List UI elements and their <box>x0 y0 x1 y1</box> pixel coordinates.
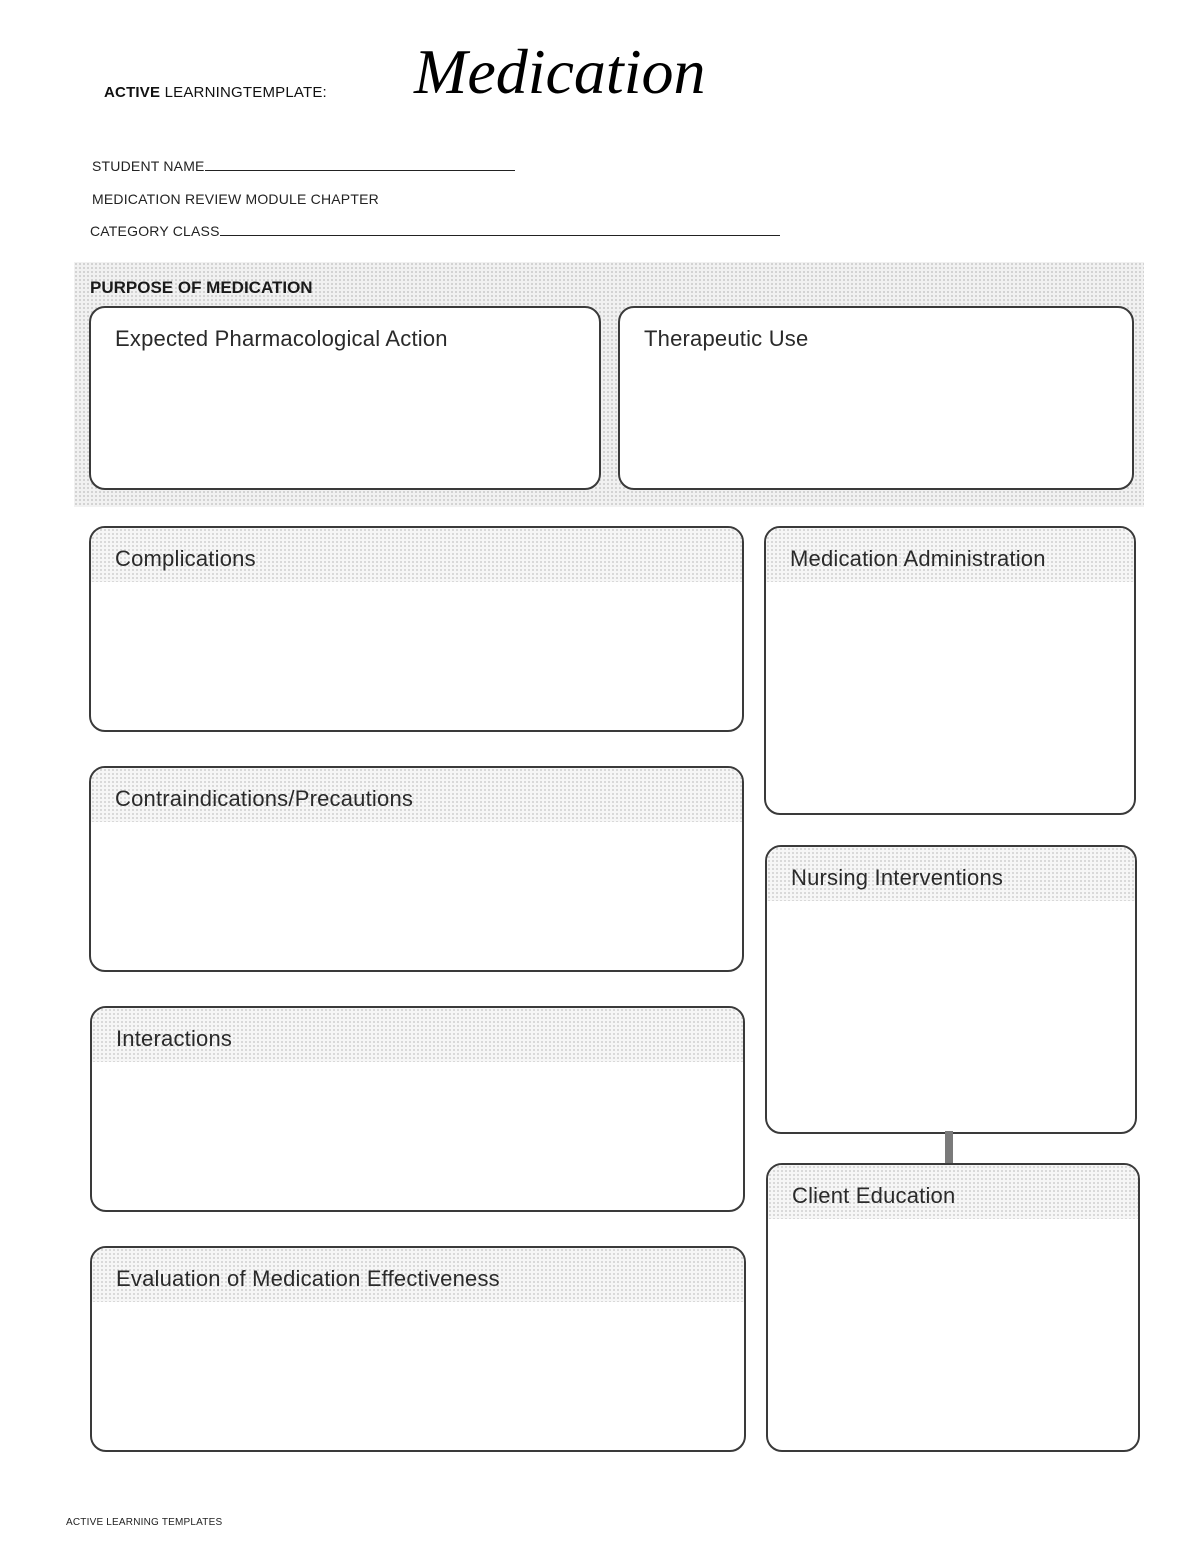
client-education-title: Client Education <box>768 1165 1138 1219</box>
nursing-interventions-title: Nursing Interventions <box>767 847 1135 901</box>
active-word: ACTIVE <box>104 84 161 101</box>
medication-administration-box[interactable] <box>764 526 1136 815</box>
evaluation-title: Evaluation of Medication Effectiveness <box>92 1248 744 1302</box>
category-class-field[interactable] <box>220 223 780 236</box>
contraindications-title: Contraindications/Precautions <box>91 768 742 822</box>
category-class-row <box>90 223 780 239</box>
student-name-row <box>92 158 515 174</box>
learning-template-word: LEARNINGTEMPLATE: <box>164 84 327 101</box>
medication-administration-title: Medication Administration <box>766 528 1134 582</box>
student-name-field[interactable] <box>205 158 515 171</box>
interactions-box[interactable] <box>90 1006 745 1212</box>
module-chapter-row <box>92 191 379 207</box>
complications-box[interactable] <box>89 526 744 732</box>
page-title: Medication <box>414 36 706 107</box>
footer-label: ACTIVE LEARNING TEMPLATES <box>66 1517 223 1528</box>
nursing-interventions-box[interactable] <box>765 845 1137 1134</box>
therapeutic-use-box[interactable] <box>618 306 1134 490</box>
expected-action-title: Expected Pharmacological Action <box>115 326 448 351</box>
box-connector <box>945 1131 953 1165</box>
category-class-label: CATEGORY CLASS <box>90 223 220 239</box>
purpose-section-label: PURPOSE OF MEDICATION <box>90 278 313 297</box>
student-name-label: STUDENT NAME <box>92 158 205 174</box>
client-education-box[interactable] <box>766 1163 1140 1452</box>
evaluation-box[interactable] <box>90 1246 746 1452</box>
expected-action-box[interactable] <box>89 306 601 490</box>
therapeutic-use-title: Therapeutic Use <box>644 326 809 351</box>
contraindications-box[interactable] <box>89 766 744 972</box>
complications-title: Complications <box>91 528 742 582</box>
template-label <box>104 84 327 101</box>
module-chapter-label: MEDICATION REVIEW MODULE CHAPTER <box>92 191 379 207</box>
interactions-title: Interactions <box>92 1008 743 1062</box>
